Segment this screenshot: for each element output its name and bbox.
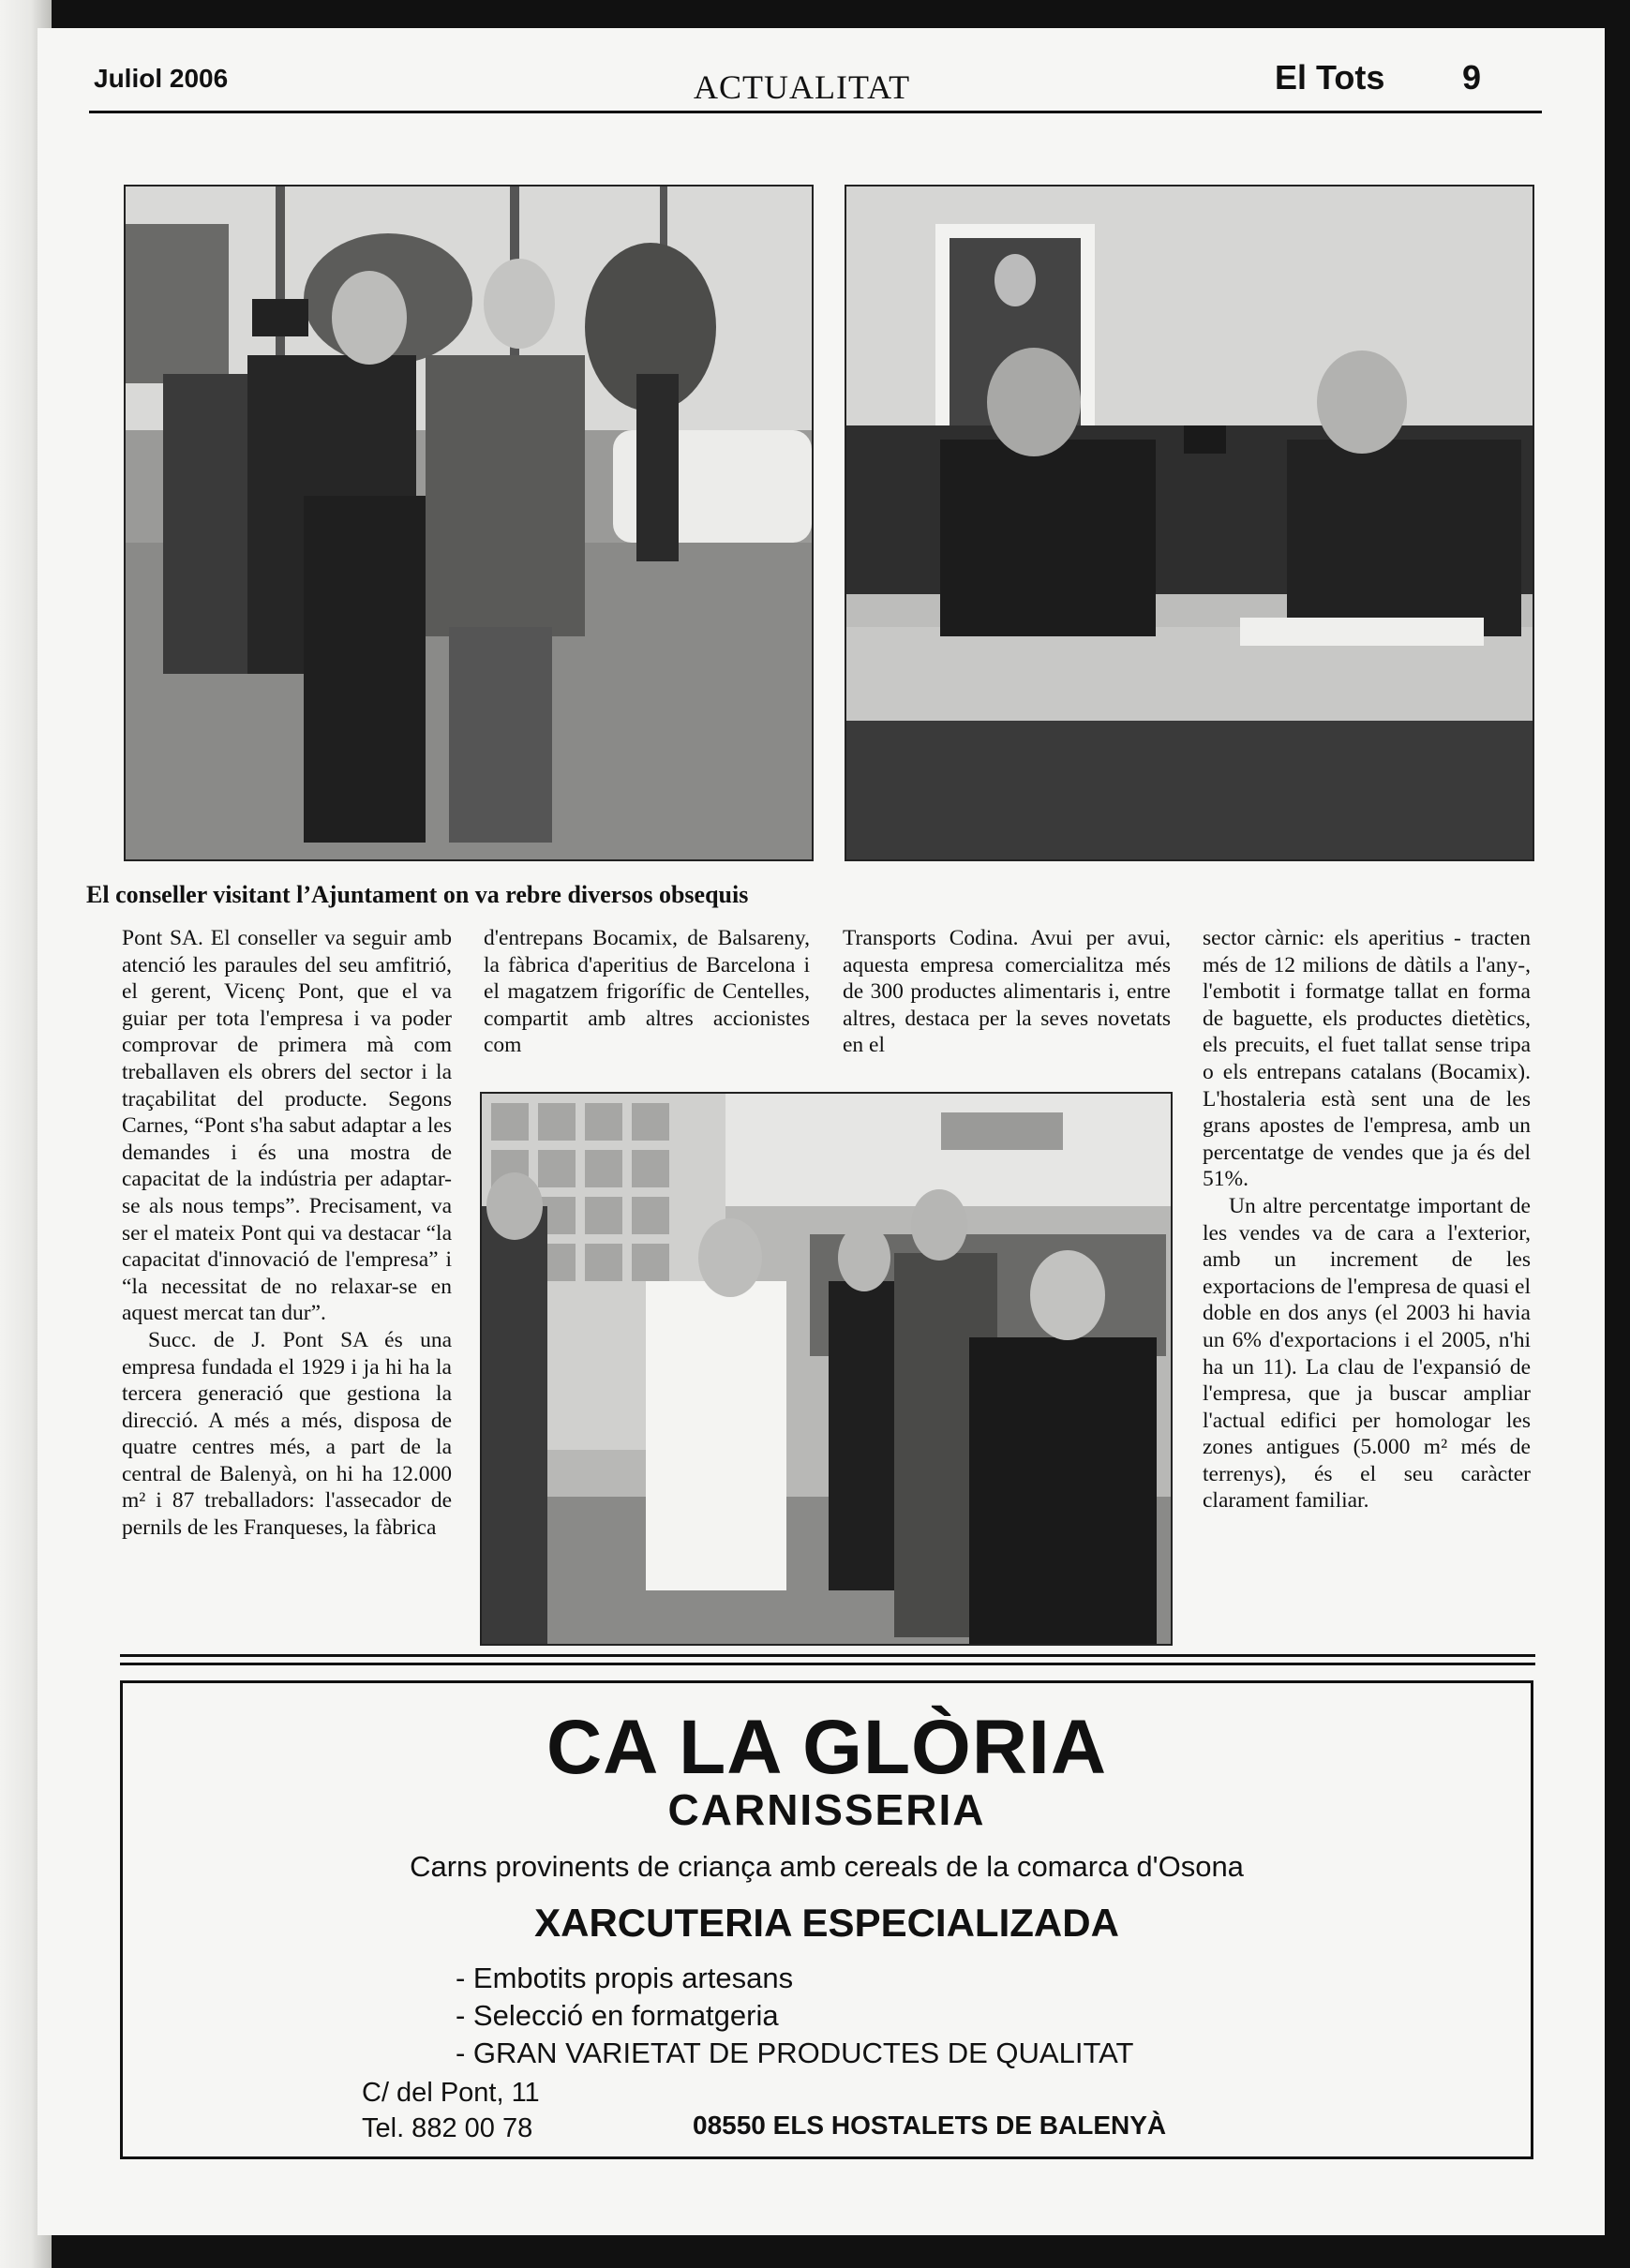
article-column-1 [122, 925, 452, 1542]
section-rule [120, 1663, 1535, 1665]
article-column-4 [1203, 925, 1531, 1514]
header-rule [89, 111, 1542, 113]
article-paragraph: Transports Codina. Avui per avui, aquesta empresa comercialitza més de 300 productes alimentaris i, entre altres, destaca per la seves novetats en el [843, 926, 1171, 1058]
article-column-3 [843, 925, 1171, 1059]
article-paragraph: d'entrepans Bocamix, de Balsareny, la fàbrica d'aperitius de Barcelona i el magatzem frigorífic de Centelles, compartit amb altres accionistes com [484, 926, 810, 1058]
ad-contact [362, 2075, 540, 2146]
issue-date: Juliol 2006 [94, 64, 229, 93]
section-title: ACTUALITAT [694, 68, 911, 106]
publication-name: El Tots [1275, 58, 1385, 97]
ad-product-item: - Selecció en formatgeria [456, 1999, 779, 2032]
section-rule [120, 1654, 1535, 1657]
photo-caption: El conseller visitant l’Ajuntament on va rebre diversos obsequis [86, 881, 749, 908]
ad-product-list [456, 1960, 1133, 2072]
ad-heading: XARCUTERIA ESPECIALIZADA [534, 1901, 1119, 1945]
photo-office-meeting [845, 185, 1534, 861]
photo-outdoor-visit [124, 185, 814, 861]
article-paragraph: sector càrnic: els aperitius - tracten més de 12 milions de dàtils a l'any-, l'embotit i formatge tallat en forma de baguette, els productes dietètics, els precuits, el fuet tallat sense tripa o els entrepans catalans (Bocamix). L'hostaleria està sent una de les grans apostes de l'empresa, amb un percentatge de vendes que ja és del 51%. [1203, 926, 1531, 1192]
ad-address: C/ del Pont, 11 [362, 2078, 540, 2108]
ad-city: 08550 ELS HOSTALETS DE BALENYÀ [693, 2111, 1167, 2140]
page-number: 9 [1462, 58, 1482, 97]
ad-description: Carns provinents de criança amb cereals de la comarca d'Osona [410, 1850, 1244, 1883]
photo-factory-tour [480, 1092, 1173, 1646]
ad-product-item: - GRAN VARIETAT DE PRODUCTES DE QUALITAT [456, 2037, 1134, 2069]
ad-phone: Tel. 882 00 78 [362, 2113, 533, 2143]
ad-title: CA LA GLÒRIA [546, 1705, 1108, 1790]
ad-subtitle: CARNISSERIA [667, 1785, 986, 1834]
article-paragraph: Succ. de J. Pont SA és una empresa fundada el 1929 i ja hi ha la tercera generació que gestiona la direcció. A més a més, disposa de quatre centres més, a part de la central de Balenyà, on hi ha 12.000 m² i 87 treballadors: l'assecador de pernils de les Franqueses, la fàbrica [122, 1327, 452, 1541]
advertisement-ca-la-gloria [120, 1680, 1533, 2159]
article-paragraph: Pont SA. El conseller va seguir amb atenció les paraules del seu amfitrió, el gerent, Vicenç Pont, que el va guiar per tota l'empresa i va poder comprovar de primera mà com treballaven els obrers del sector i la traçabilitat del producte. Segons Carnes, “Pont s'ha sabut adaptar a les demandes i és una mostra de capacitat de la indústria per adaptar-se als nous temps”. Precisament, va ser el mateix Pont qui va destacar “la capacitat d'innovació de l'empresa” i “la necessitat de no relaxar-se en aquest mercat tan dur”. [122, 926, 452, 1326]
ad-product-item: - Embotits propis artesans [456, 1962, 794, 1994]
article-paragraph: Un altre percentatge important de les vendes va de cara a l'exterior, amb un increment de les exportacions de l'empresa de quasi el doble en dos anys (el 2003 hi havia un 6% d'exportacions i el 2005, n'hi ha un 11). La clau de l'expansió de l'empresa, que ja buscar ampliar l'actual edifici per homologar les zones antigues (5.000 m² més de terrenys), és el seu caràcter clarament familiar. [1203, 1193, 1531, 1514]
article-column-2 [484, 925, 810, 1059]
